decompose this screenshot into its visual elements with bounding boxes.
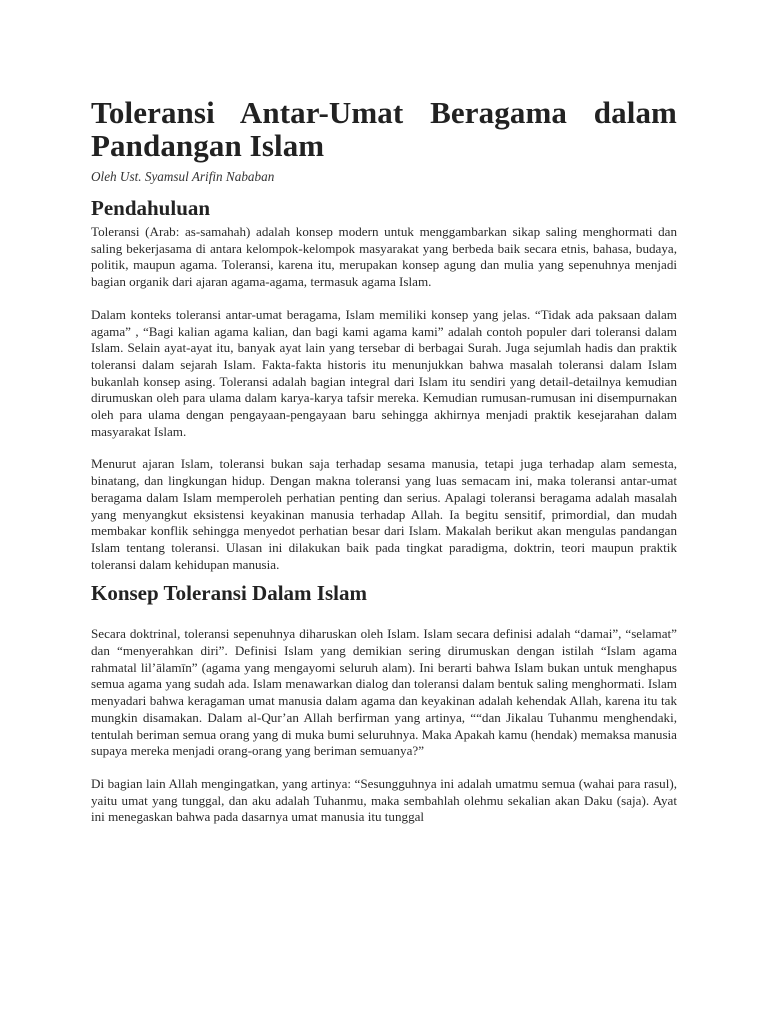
section-heading-konsep-toleransi: Konsep Toleransi Dalam Islam <box>91 581 367 606</box>
author-byline: Oleh Ust. Syamsul Arifin Nababan <box>91 169 275 184</box>
spacer <box>91 440 677 456</box>
document-page <box>91 96 677 826</box>
paragraph-pendahuluan-1: Toleransi (Arab: as-samahah) adalah konsep modern untuk menggambarkan sikap saling menghormati dan saling bekerjasama di antara kelompok-kelompok masyarakat yang berbeda baik secara etnis, bahasa, budaya, politik, maupun agama. Toleransi, karena itu, merupakan konsep agung dan mulia yang sepenuhnya menjadi bagian organik dari ajaran agama-agama, termasuk agama Islam. <box>91 224 677 290</box>
paragraph-konsep-1: Secara doktrinal, toleransi sepenuhnya diharuskan oleh Islam. Islam secara definisi adalah “damai”, “selamat” dan “menyerahkan diri”. Definisi Islam yang demikian sering dirumuskan dengan istilah “Islam agama rahmatal lil’ālamīn” (agama yang mengayomi seluruh alam). Ini berarti bahwa Islam bukan untuk menghapus semua agama yang sudah ada. Islam menawarkan dialog dan toleransi dalam bentuk saling menghormati. Islam menyadari bahwa keragaman umat manusia dalam agama dan keyakinan adalah kehendak Allah, karena itu tak mungkin disamakan. Dalam al-Qur’an Allah berfirman yang artinya, ““dan Jikalau Tuhanmu menghendaki, tentulah beriman semua orang yang di muka bumi seluruhnya. Maka Apakah kamu (hendak) memaksa manusia supaya mereka menjadi orang-orang yang beriman semuanya?” <box>91 626 677 759</box>
paragraph-pendahuluan-2: Dalam konteks toleransi antar-umat beragama, Islam memiliki konsep yang jelas. “Tidak ada paksaan dalam agama” , “Bagi kalian agama kalian, dan bagi kami agama kami” adalah contoh populer dari toleransi dalam Islam. Selain ayat-ayat itu, banyak ayat lain yang tersebar di berbagai Surah. Juga sejumlah hadis dan praktik toleransi dalam sejarah Islam. Fakta-fakta historis itu menunjukkan bahwa masalah toleransi dalam Islam bukanlah konsep asing. Toleransi adalah bagian integral dari Islam itu sendiri yang detail-detailnya kemudian dirumuskan oleh para ulama dalam karya-karya tafsir mereka. Kemudian rumusan-rumusan ini disempurnakan oleh para ulama dengan pengayaan-pengayaan baru sehingga akhirnya menjadi praktik kesejarahan dalam masyarakat Islam. <box>91 306 677 439</box>
spacer <box>91 291 677 307</box>
section-heading-pendahuluan: Pendahuluan <box>91 196 211 220</box>
paragraph-konsep-2: Di bagian lain Allah mengingatkan, yang artinya: “Sesungguhnya ini adalah umatmu semua (wahai para rasul), yaitu umat yang tunggal, dan aku adalah Tuhanmu, maka sembahlah olehmu sekalian akan Daku (saja). Ayat ini menegaskan bahwa pada dasarnya umat manusia itu tunggal <box>91 775 677 825</box>
spacer <box>91 760 677 776</box>
document-title-line-2: Pandangan Islam <box>91 128 325 163</box>
paragraph-pendahuluan-3: Menurut ajaran Islam, toleransi bukan saja terhadap sesama manusia, tetapi juga terhadap alam semesta, binatang, dan lingkungan hidup. Dengan makna toleransi yang luas semacam ini, maka toleransi antar-umat beragama dalam Islam memperoleh perhatian penting dan serius. Apalagi toleransi beragama adalah masalah yang menyangkut eksistensi keyakinan manusia terhadap Allah. Ia begitu sensitif, primordial, dan mudah membakar konflik sehingga menyedot perhatian besar dari Islam. Makalah berikut akan mengulas pandangan Islam tentang toleransi. Ulasan ini dilakukan baik pada tingkat paradigma, doktrin, teori maupun praktik toleransi dalam kehidupan manusia. <box>91 456 677 572</box>
document-title <box>91 96 677 162</box>
document-title-line-1: Toleransi Antar-Umat Beragama dalam <box>91 95 677 130</box>
